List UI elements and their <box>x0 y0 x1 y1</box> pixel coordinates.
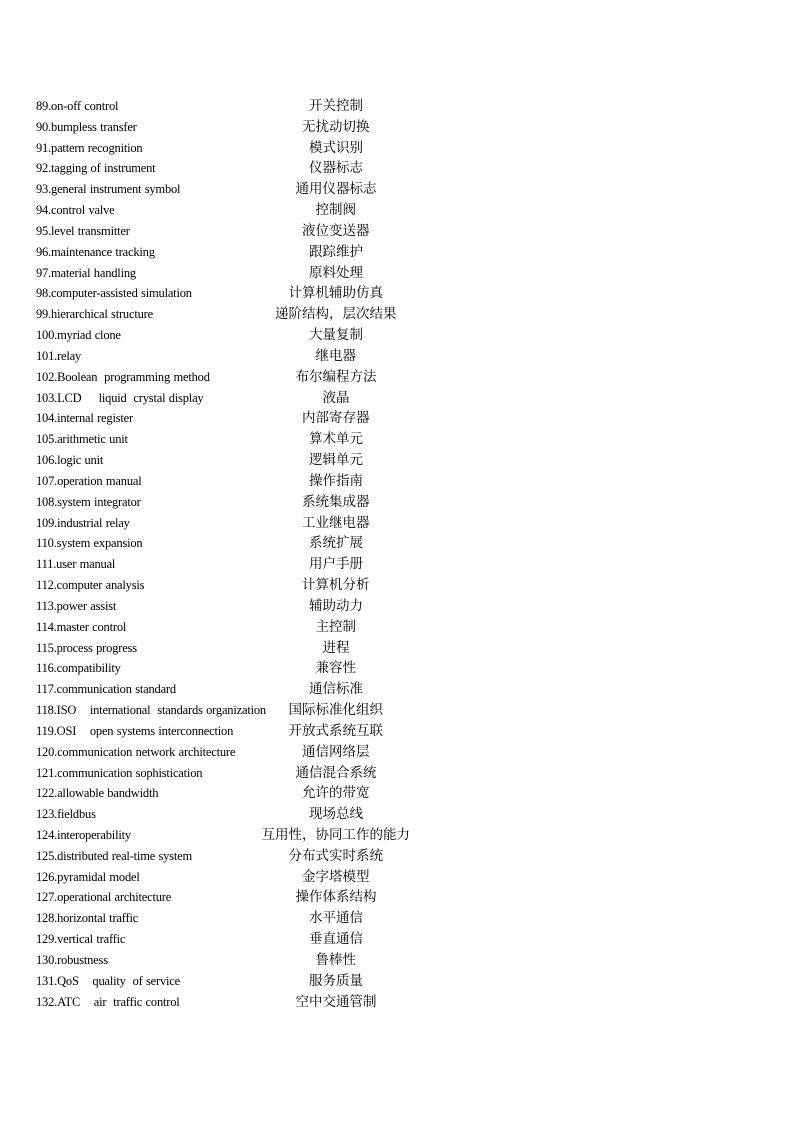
glossary-entry <box>36 304 416 325</box>
chinese-term: 现场总线 <box>309 806 363 823</box>
chinese-term: 主控制 <box>315 618 356 635</box>
english-term: 108.system integrator <box>36 494 141 509</box>
glossary-entry <box>36 96 416 117</box>
glossary-entry <box>36 388 416 409</box>
english-term: 104.internal register <box>36 411 133 426</box>
chinese-term: 空中交通管制 <box>295 993 377 1010</box>
glossary-entry <box>36 825 416 846</box>
glossary-entry <box>36 783 416 804</box>
glossary-entry <box>36 325 416 346</box>
chinese-term: 控制阀 <box>315 202 356 219</box>
glossary-entry <box>36 263 416 284</box>
chinese-term: 工业继电器 <box>302 514 370 531</box>
english-term: 93.general instrument symbol <box>36 182 181 197</box>
glossary-entry <box>36 179 416 200</box>
glossary-entry <box>36 200 416 221</box>
english-term: 115.process progress <box>36 640 137 655</box>
english-term: 126.pyramidal model <box>36 869 140 884</box>
chinese-term: 递阶结构，层次结果 <box>275 306 397 323</box>
english-term: 123.fieldbus <box>36 807 96 822</box>
glossary-entry <box>36 804 416 825</box>
chinese-term: 开关控制 <box>309 98 363 114</box>
chinese-term: 操作指南 <box>309 472 363 489</box>
english-term: 112.computer analysis <box>36 578 145 593</box>
english-term: 94.control valve <box>36 203 115 218</box>
english-term: 128.horizontal traffic <box>36 911 139 926</box>
english-term: 125.distributed real-time system <box>36 848 193 863</box>
glossary-entry <box>36 117 416 138</box>
glossary-entry <box>36 513 416 534</box>
glossary-entry <box>36 450 416 471</box>
english-term: 100.myriad clone <box>36 328 121 343</box>
chinese-term: 原料处理 <box>309 264 363 281</box>
glossary-entry <box>36 658 416 679</box>
chinese-term: 垂直通信 <box>309 931 363 948</box>
english-term: 106.logic unit <box>36 453 104 468</box>
glossary-entry <box>36 638 416 659</box>
english-term: 102.Boolean programming method <box>36 369 210 384</box>
english-term: 95.level transmitter <box>36 223 130 238</box>
english-term: 129.vertical traffic <box>36 932 126 947</box>
chinese-term: 模式识别 <box>309 139 363 156</box>
glossary-entry <box>36 846 416 867</box>
english-term: 118.ISO international standards organization <box>36 703 266 718</box>
glossary-entry <box>36 721 416 742</box>
english-term: 92.tagging of instrument <box>36 161 156 176</box>
chinese-term: 通信标准 <box>309 681 363 698</box>
chinese-term: 系统集成器 <box>302 493 370 510</box>
english-term: 111.user manual <box>36 557 116 572</box>
english-term: 101.relay <box>36 348 82 363</box>
english-term: 119.OSI open systems interconnection <box>36 723 234 738</box>
glossary-entry <box>36 138 416 159</box>
chinese-term: 用户手册 <box>309 556 363 573</box>
chinese-term: 分布式实时系统 <box>288 847 383 864</box>
english-term: 98.computer-assisted simulation <box>36 286 192 301</box>
chinese-term: 液位变送器 <box>302 222 370 239</box>
chinese-term: 兼容性 <box>315 660 356 677</box>
glossary-entry <box>36 992 416 1013</box>
chinese-term: 计算机辅助仿真 <box>288 285 383 302</box>
english-term: 99.hierarchical structure <box>36 307 153 322</box>
english-term: 113.power assist <box>36 598 117 613</box>
english-term: 91.pattern recognition <box>36 140 143 155</box>
english-term: 117.communication standard <box>36 682 176 697</box>
chinese-term: 液晶 <box>322 389 350 406</box>
english-term: 103.LCD liquid crystal display <box>36 390 204 405</box>
glossary-entry <box>36 617 416 638</box>
english-term: 96.maintenance tracking <box>36 244 155 259</box>
chinese-term: 互用性，协同工作的能力 <box>261 826 410 843</box>
chinese-term: 布尔编程方法 <box>295 368 377 385</box>
chinese-term: 继电器 <box>315 347 356 364</box>
glossary-entry <box>36 429 416 450</box>
chinese-term: 通信混合系统 <box>295 764 377 781</box>
glossary-entry <box>36 971 416 992</box>
glossary-entry <box>36 283 416 304</box>
english-term: 107.operation manual <box>36 473 142 488</box>
glossary-list <box>36 96 416 1012</box>
glossary-entry <box>36 575 416 596</box>
chinese-term: 操作体系结构 <box>295 889 377 906</box>
chinese-term: 内部寄存器 <box>302 410 370 427</box>
glossary-entry <box>36 533 416 554</box>
chinese-term: 系统扩展 <box>309 535 363 552</box>
glossary-entry <box>36 554 416 575</box>
chinese-term: 大量复制 <box>309 327 363 344</box>
chinese-term: 鲁棒性 <box>315 951 356 968</box>
chinese-term: 无扰动切换 <box>302 118 370 135</box>
english-term: 120.communication network architecture <box>36 744 236 759</box>
english-term: 124.interoperability <box>36 827 131 842</box>
chinese-term: 通用仪器标志 <box>295 181 377 198</box>
glossary-entry <box>36 471 416 492</box>
chinese-term: 水平通信 <box>309 910 363 927</box>
glossary-entry <box>36 679 416 700</box>
glossary-entry <box>36 887 416 908</box>
chinese-term: 国际标准化组织 <box>288 702 383 719</box>
glossary-entry <box>36 221 416 242</box>
glossary-entry <box>36 742 416 763</box>
glossary-entry <box>36 763 416 784</box>
chinese-term: 逻辑单元 <box>309 452 363 469</box>
glossary-entry <box>36 929 416 950</box>
english-term: 97.material handling <box>36 265 136 280</box>
english-term: 132.ATC air traffic control <box>36 994 180 1009</box>
glossary-entry <box>36 158 416 179</box>
english-term: 114.master control <box>36 619 127 634</box>
english-term: 110.system expansion <box>36 536 143 551</box>
english-term: 105.arithmetic unit <box>36 432 128 447</box>
glossary-entry <box>36 346 416 367</box>
english-term: 122.allowable bandwidth <box>36 786 159 801</box>
english-term: 116.compatibility <box>36 661 121 676</box>
glossary-entry <box>36 367 416 388</box>
english-term: 109.industrial relay <box>36 515 130 530</box>
chinese-term: 算术单元 <box>309 431 363 448</box>
chinese-term: 通信网络层 <box>302 743 370 760</box>
english-term: 90.bumpless transfer <box>36 119 137 134</box>
glossary-entry <box>36 242 416 263</box>
english-term: 127.operational architecture <box>36 890 172 905</box>
chinese-term: 辅助动力 <box>309 597 363 614</box>
chinese-term: 进程 <box>322 639 350 656</box>
english-term: 131.QoS quality of service <box>36 973 181 988</box>
chinese-term: 计算机分析 <box>302 577 370 594</box>
glossary-entry <box>36 950 416 971</box>
glossary-entry <box>36 700 416 721</box>
glossary-entry <box>36 492 416 513</box>
chinese-term: 仪器标志 <box>309 160 363 177</box>
chinese-term: 开放式系统互联 <box>288 722 383 739</box>
glossary-entry <box>36 867 416 888</box>
chinese-term: 允许的带宽 <box>302 785 370 802</box>
english-term: 130.robustness <box>36 952 108 967</box>
english-term: 89.on-off control <box>36 99 119 113</box>
english-term: 121.communication sophistication <box>36 765 203 780</box>
glossary-entry <box>36 596 416 617</box>
chinese-term: 服务质量 <box>309 972 363 989</box>
glossary-entry <box>36 408 416 429</box>
chinese-term: 跟踪维护 <box>309 243 363 260</box>
glossary-entry <box>36 908 416 929</box>
chinese-term: 金字塔模型 <box>302 868 370 885</box>
